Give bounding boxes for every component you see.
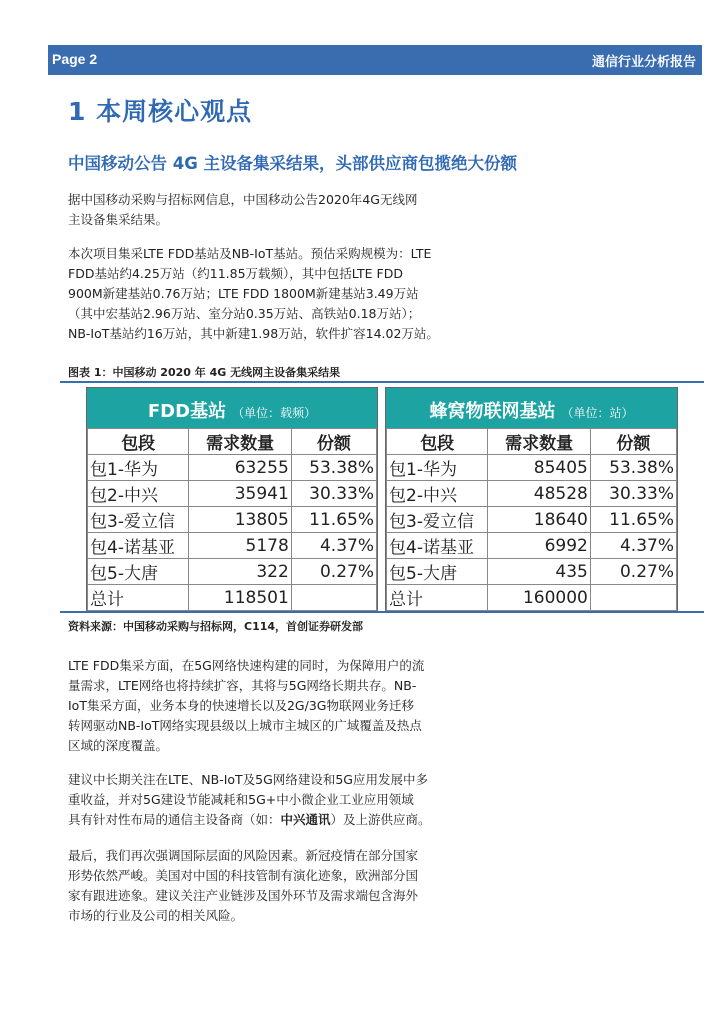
- highlighted-company: 中兴通讯: [280, 812, 331, 827]
- paragraph-2: [68, 244, 498, 344]
- nbiot-table: [385, 387, 678, 612]
- nbiot-table-header: [386, 388, 677, 428]
- paragraph-line: 据中国移动采购与招标网信息，中国移动公告2020年4G无线网: [68, 192, 418, 207]
- page-header: [48, 45, 702, 75]
- paragraph-line: NB-IoT基站约16万站，其中新建1.98万站，软件扩容14.02万站。: [68, 326, 439, 341]
- table-row: [88, 455, 377, 481]
- quantity-cell: 435: [488, 559, 590, 585]
- figure-title: 图表 1：中国移动 2020 年 4G 无线网主设备集采结果: [68, 366, 341, 379]
- table-column-headers: [88, 429, 377, 455]
- package-cell: 包5-大唐: [88, 559, 189, 585]
- report-title: 通信行业分析报告: [591, 55, 696, 70]
- share-cell: 30.33%: [590, 481, 676, 507]
- column-header: 需求数量: [189, 429, 291, 455]
- paragraph-text: 具有针对性布局的通信主设备商（如：: [68, 812, 281, 827]
- package-cell: 包4-诺基亚: [88, 533, 189, 559]
- share-cell: 53.38%: [291, 455, 376, 481]
- total-share-cell: [291, 585, 376, 611]
- share-cell: 4.37%: [291, 533, 376, 559]
- paragraph-line: 重收益，并对5G建设节能减耗和5G+中小微企业工业应用领域: [68, 792, 414, 807]
- paragraph-line: LTE FDD集采方面，在5G网络快速构建的同时，为保障用户的流: [68, 658, 425, 673]
- share-cell: 4.37%: [590, 533, 676, 559]
- page-number: Page 2: [52, 51, 98, 67]
- share-cell: 30.33%: [291, 481, 376, 507]
- quantity-cell: 48528: [488, 481, 590, 507]
- nbiot-table-title: 蜂窝物联网基站: [429, 401, 556, 422]
- column-header: 包段: [387, 429, 488, 455]
- paragraph-5: [68, 846, 498, 926]
- total-label-cell: 总计: [88, 585, 189, 611]
- paragraph-line: 市场的行业及公司的相关风险。: [68, 908, 244, 923]
- paragraph-line: 量需求，LTE网络也将持续扩容，其将与5G网络长期共存。NB-: [68, 678, 417, 693]
- table-row: [88, 559, 377, 585]
- table-row: [88, 481, 377, 507]
- column-header: 份额: [590, 429, 676, 455]
- quantity-cell: 85405: [488, 455, 590, 481]
- table-row: [88, 507, 377, 533]
- quantity-cell: 6992: [488, 533, 590, 559]
- fdd-table: [86, 387, 378, 612]
- column-header: 需求数量: [488, 429, 590, 455]
- total-share-cell: [590, 585, 676, 611]
- table-row: [387, 455, 677, 481]
- paragraph-line: [68, 810, 498, 830]
- paragraph-line: 转网驱动NB-IoT网络实现县级以上城市主城区的广域覆盖及热点: [68, 718, 422, 733]
- package-cell: 包5-大唐: [387, 559, 488, 585]
- paragraph-1: [68, 190, 498, 230]
- quantity-cell: 18640: [488, 507, 590, 533]
- table-row: [387, 507, 677, 533]
- share-cell: 0.27%: [291, 559, 376, 585]
- paragraph-line: （其中宏基站2.96万站、室分站0.35万站、高铁站0.18万站）；: [68, 306, 421, 321]
- total-label-cell: 总计: [387, 585, 488, 611]
- quantity-cell: 13805: [189, 507, 291, 533]
- package-cell: 包3-爱立信: [88, 507, 189, 533]
- nbiot-table-unit: （单位：站）: [561, 406, 634, 420]
- column-header: 包段: [88, 429, 189, 455]
- fdd-table-title: FDD基站: [147, 401, 227, 422]
- table-row: [387, 481, 677, 507]
- column-header: 份额: [291, 429, 376, 455]
- paragraph-line: IoT集采方面，业务本身的快速增长以及2G/3G物联网业务迁移: [68, 698, 414, 713]
- table-row: [387, 533, 677, 559]
- paragraph-line: 家有跟进迹象。建议关注产业链涉及国外环节及需求端包含海外: [68, 888, 419, 903]
- package-cell: 包2-中兴: [88, 481, 189, 507]
- quantity-cell: 63255: [189, 455, 291, 481]
- package-cell: 包1-华为: [88, 455, 189, 481]
- package-cell: 包4-诺基亚: [387, 533, 488, 559]
- paragraph-line: 区域的深度覆盖。: [68, 738, 169, 753]
- figure-source: 资料来源：中国移动采购与招标网，C114，首创证券研发部: [68, 620, 364, 633]
- share-cell: 11.65%: [590, 507, 676, 533]
- package-cell: 包2-中兴: [387, 481, 488, 507]
- paragraph-line: 主设备集采结果。: [68, 212, 169, 227]
- paragraph-line: 最后，我们再次强调国际层面的风险因素。新冠疫情在部分国家: [68, 848, 419, 863]
- paragraph-line: 本次项目集采LTE FDD基站及NB-IoT基站。预估采购规模为：LTE: [68, 246, 432, 261]
- sub-heading: 中国移动公告 4G 主设备集采结果，头部供应商包揽绝大份额: [68, 154, 518, 173]
- paragraph-line: 900M新建基站0.76万站；LTE FDD 1800M新建基站3.49万站: [68, 286, 419, 301]
- section-title: 1 本周核心观点: [68, 97, 253, 126]
- quantity-cell: 35941: [189, 481, 291, 507]
- table-total-row: [387, 585, 677, 611]
- table-row: [88, 533, 377, 559]
- share-cell: 0.27%: [590, 559, 676, 585]
- package-cell: 包1-华为: [387, 455, 488, 481]
- fdd-table-header: [87, 388, 377, 428]
- total-quantity-cell: 118501: [189, 585, 291, 611]
- table-column-headers: [387, 429, 677, 455]
- paragraph-line: 形势依然严峻。美国对中国的科技管制有演化迹象，欧洲部分国: [68, 868, 419, 883]
- quantity-cell: 322: [189, 559, 291, 585]
- fdd-table-unit: （单位：载频）: [232, 406, 317, 420]
- package-cell: 包3-爱立信: [387, 507, 488, 533]
- total-quantity-cell: 160000: [488, 585, 590, 611]
- table-row: [387, 559, 677, 585]
- table-total-row: [88, 585, 377, 611]
- share-cell: 53.38%: [590, 455, 676, 481]
- paragraph-line: 建议中长期关注在LTE、NB-IoT及5G网络建设和5G应用发展中多: [68, 772, 428, 787]
- figure-bottom-rule: [60, 611, 704, 613]
- paragraph-3: [68, 656, 498, 756]
- paragraph-text: ）及上游供应商。: [330, 812, 431, 827]
- paragraph-line: FDD基站约4.25万站（约11.85万载频），其中包括LTE FDD: [68, 266, 403, 281]
- figure-top-rule: [60, 381, 704, 383]
- quantity-cell: 5178: [189, 533, 291, 559]
- share-cell: 11.65%: [291, 507, 376, 533]
- paragraph-4: [68, 770, 498, 830]
